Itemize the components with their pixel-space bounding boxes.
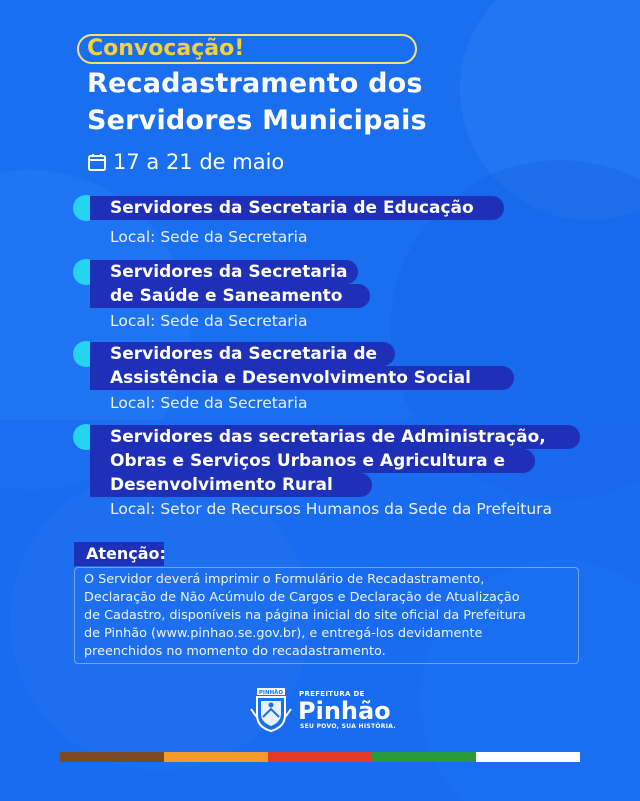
attention-label: Atenção: xyxy=(86,544,166,563)
date-text: 17 a 21 de maio xyxy=(113,150,285,174)
group-4-line-3: Desenvolvimento Rural xyxy=(110,475,333,495)
group-4-line-1: Servidores das secretarias de Administração, xyxy=(110,427,546,447)
attention-text xyxy=(84,571,574,661)
logo-name: Pinhão xyxy=(298,697,391,725)
group-3-local: Local: Sede da Secretaria xyxy=(110,394,308,412)
group-2-line-1: Servidores da Secretaria xyxy=(110,262,348,282)
crest-text: PINHÃO xyxy=(258,690,284,696)
stripe-brown xyxy=(60,752,164,762)
title-line-2: Servidores Municipais xyxy=(87,105,427,136)
logo-tagline: SEU POVO, SUA HISTÓRIA. xyxy=(300,723,396,730)
group-2-local: Local: Sede da Secretaria xyxy=(110,312,308,330)
group-3-line-1: Servidores da Secretaria de xyxy=(110,344,378,364)
attention-line: preenchidos no momento do recadastramento. xyxy=(84,644,386,659)
group-1-local: Local: Sede da Secretaria xyxy=(110,228,308,246)
group-4-line-2: Obras e Serviços Urbanos e Agricultura e xyxy=(110,451,505,471)
stripe-red xyxy=(268,752,372,762)
stripe-orange xyxy=(164,752,268,762)
attention-line: O Servidor deverá imprimir o Formulário de Recadastramento, xyxy=(84,572,485,587)
title-line-1: Recadastramento dos xyxy=(87,68,423,99)
stripe-white xyxy=(476,752,580,762)
group-2-line-2: de Saúde e Saneamento xyxy=(110,286,343,306)
group-4-local: Local: Setor de Recursos Humanos da Sede da Prefeitura xyxy=(110,500,553,518)
group-3-line-2: Assistência e Desenvolvimento Social xyxy=(110,368,471,388)
logo-prefeitura-label: PREFEITURA DE xyxy=(299,690,365,698)
group-1-line-1: Servidores da Secretaria de Educação xyxy=(110,198,474,218)
attention-line: Declaração de Não Acúmulo de Cargos e Declaração de Atualização xyxy=(84,590,520,605)
calendar-icon xyxy=(87,152,107,172)
attention-line: de Cadastro, disponíveis na página inicial do site oficial da Prefeitura xyxy=(84,608,526,623)
attention-line: de Pinhão (www.pinhao.se.gov.br), e entregá-los devidamente xyxy=(84,626,483,641)
stripe-green xyxy=(372,752,476,762)
date-row xyxy=(87,148,284,176)
pinhao-crest-icon xyxy=(249,687,293,733)
header-tag: Convocação! xyxy=(87,36,245,61)
